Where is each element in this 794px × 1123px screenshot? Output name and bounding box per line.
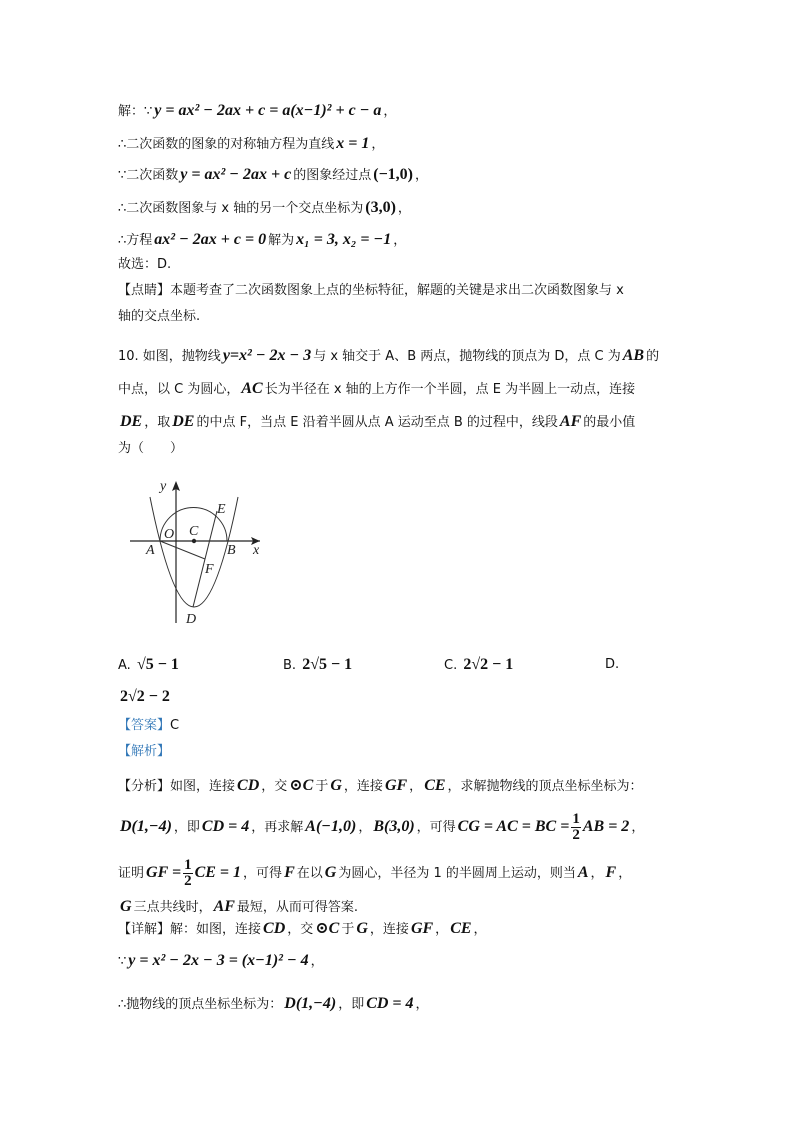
text: ， [415,168,429,183]
option-b[interactable] [283,656,354,675]
math: G [356,920,368,937]
math: x = 1 [336,135,370,152]
text: 证明 [118,866,145,881]
text: ，即 [338,997,365,1012]
text: 【详解】解：如图，连接 [118,922,262,937]
denominator: 2 [184,873,192,889]
analysis-line-2 [118,812,644,843]
text: ， [473,922,487,937]
text: ， [393,233,407,248]
math: ax² − 2ax + c = 0 [154,231,267,248]
math: A [577,864,589,881]
sol-line-3 [118,166,428,185]
analysis-label: 【解析】 [118,744,171,759]
denominator: 2 [572,827,580,843]
text: 三点共线时， [133,900,212,915]
text: ， [590,866,604,881]
math: ⊙C [315,920,340,937]
q10-line-2 [118,380,635,399]
text: ，取 [144,415,171,430]
option-key: C. [444,658,458,673]
text: 于 [341,922,355,937]
text: ，交 [261,779,288,794]
math: GF = [146,864,182,881]
math: y=x² − 2x − 3 [222,347,312,364]
text: ， [415,997,429,1012]
analysis-line-4 [118,898,358,917]
text: ∵二次函数 [118,168,179,183]
math: CD [263,920,286,937]
label-d: D [186,612,197,627]
text: ，可得 [243,866,283,881]
detail-line-3 [118,995,429,1014]
q10-line-4: 为（ ） [118,441,184,456]
parabola-figure [115,470,275,630]
sol-choice: 故选：D. [118,257,172,272]
segment-af [160,541,205,559]
math: CG = AC = BC = [457,818,570,835]
math: x₁ = 3, x₂ = −1 [296,231,392,248]
math: D(1,−4) [284,995,337,1012]
text: 于 [315,779,329,794]
math: F [605,864,617,881]
math: y = ax² − 2ax + c [180,166,292,183]
fraction [183,858,193,889]
text: 10. 如图，抛物线 [118,349,221,364]
math: DE [120,413,143,430]
analysis-line-1 [118,777,643,796]
text: ∴二次函数的图象的对称轴方程为直线 [118,137,335,152]
analysis-line-3 [118,858,631,889]
option-value: 2√5 − 1 [302,656,353,673]
text: 为圆心，半径为 1 的半圆周上运动，则当 [338,866,576,881]
text: ， [397,201,411,216]
answer-line [118,717,179,735]
text: 的 [646,349,660,364]
point-c [192,539,196,543]
label-o: O [164,527,175,542]
math: F [284,864,295,881]
text: ， [435,922,449,937]
math: AF [559,413,582,430]
answer-label: 【答案】 [118,718,171,733]
math: AF [213,898,235,915]
math: GF [410,920,434,937]
option-key: D. [605,657,620,672]
label-x: x [253,543,260,558]
math: GF [384,777,408,794]
math: CE [424,777,446,794]
text: ， [631,820,645,835]
text: ，再求解 [251,820,304,835]
text: 最短，从而可得答案. [236,900,359,915]
text: ， [383,104,397,119]
text: 长为半径在 x 轴的上方作一个半圆，点 E 为半圆上一动点，连接 [264,382,636,397]
text: ，可得 [416,820,456,835]
label-b: B [227,543,236,558]
text: ， [618,866,632,881]
numerator: 1 [572,811,580,827]
math: (−1,0) [373,166,414,183]
math: B(3,0) [373,818,415,835]
math: A(−1,0) [305,818,357,835]
label-c: C [189,524,199,539]
text: 在以 [296,866,323,881]
text: ∴二次函数图象与 x 轴的另一个交点坐标为 [118,201,364,216]
math: y = ax² − 2ax + c = a(x−1)² + c − a [154,102,382,119]
text: 解为 [268,233,295,248]
math: CE [450,920,472,937]
text: ，连接 [343,779,383,794]
label-y: y [160,479,167,494]
remark-line-1: 【点睛】本题考查了二次函数图象上点的坐标特征，解题的关键是求出二次函数图象与 x [118,283,624,298]
text: ，连接 [369,922,409,937]
numerator: 1 [184,857,192,873]
option-d[interactable] [605,656,619,674]
option-value: √5 − 1 [136,656,179,673]
q10-line-1 [118,347,659,366]
math: CD = 4 [201,818,250,835]
answer-value: C [170,718,180,733]
label-a: A [146,543,155,558]
text: ，交 [287,922,314,937]
text: ∴抛物线的顶点坐标坐标为： [118,997,283,1012]
math: AB = 2 [582,818,630,835]
fraction [571,812,581,843]
text: ∵ [118,954,127,969]
text: ，求解抛物线的顶点坐标坐标为： [447,779,643,794]
math: y = x² − 2x − 3 = (x−1)² − 4 [128,952,309,969]
sol-line-1 [118,102,396,121]
math: D(1,−4) [120,818,172,835]
text: ， [409,779,423,794]
text: 的图象经过点 [293,168,372,183]
text: 的中点 F，当点 E 沿着半圆从点 A 运动至点 B 的过程中，线段 [196,415,558,430]
math: DE [172,413,195,430]
text: 【分析】如图，连接 [118,779,236,794]
text: ， [358,820,372,835]
sol-line-5 [118,231,406,250]
label-f: F [205,562,214,577]
option-key: A. [118,658,131,673]
math: AC [241,380,263,397]
math: G [324,864,337,881]
text: ， [371,137,385,152]
option-a[interactable] [118,656,181,675]
text: 与 x 轴交于 A、B 两点，抛物线的顶点为 D，点 C 为 [313,349,621,364]
label-e: E [217,502,226,517]
detail-line-1 [118,920,487,939]
option-c[interactable] [444,656,515,675]
sol-line-4 [118,199,411,218]
math: G [330,777,342,794]
text: ∴方程 [118,233,153,248]
text: ， [310,954,324,969]
remark-line-2: 轴的交点坐标. [118,309,201,324]
math: G [120,898,132,915]
text: ，即 [173,820,200,835]
math: CD = 4 [366,995,414,1012]
sol-line-2 [118,135,384,154]
option-value: 2√2 − 2 [120,688,170,705]
option-d-value [118,688,172,707]
math: (3,0) [365,199,396,216]
text: 中点，以 C 为圆心， [118,382,240,397]
math: CD [237,777,260,794]
option-key: B. [283,658,297,673]
detail-line-2 [118,952,324,971]
math: CE = 1 [194,864,242,881]
math: ⊙C [289,777,314,794]
math: AB [622,347,645,364]
text: 解：∵ [118,104,153,119]
q10-line-3 [118,413,635,432]
option-value: 2√2 − 1 [463,656,514,673]
text: 的最小值 [583,415,636,430]
